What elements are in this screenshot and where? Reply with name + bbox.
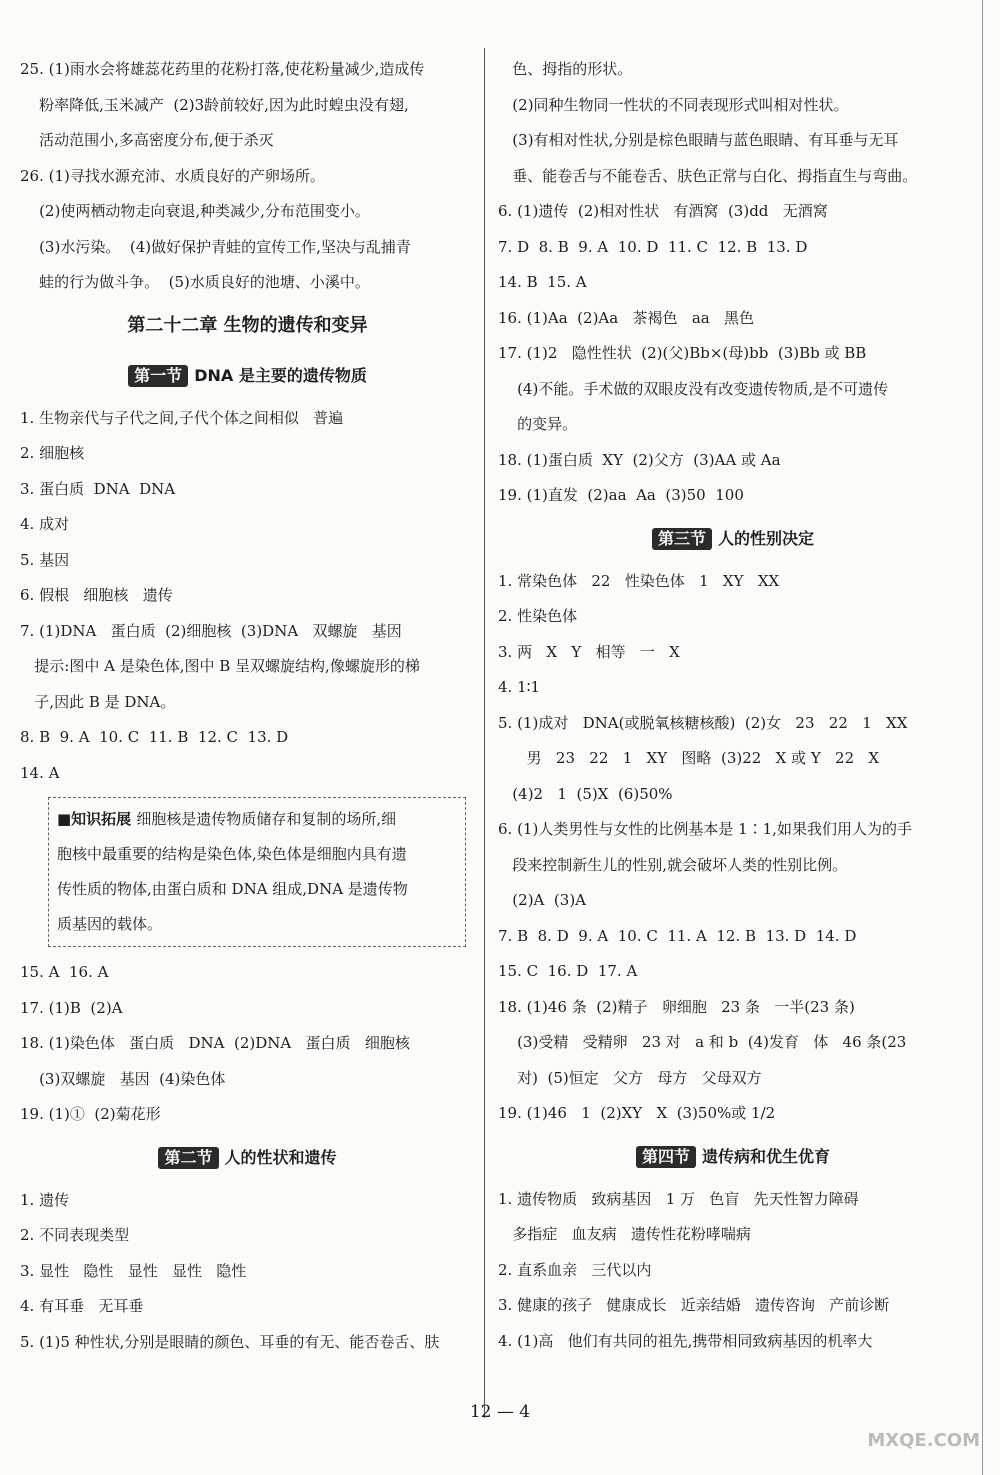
answer-line: 18. (1)染色体 蛋白质 DNA (2)DNA 蛋白质 细胞核 xyxy=(20,1034,410,1052)
answer-line: 色、拇指的形状。 xyxy=(498,60,633,78)
section-title: 人的性状和遗传 xyxy=(224,1147,337,1167)
answer-line: ■知识拓展 细胞核是遗传物质储存和复制的场所,细 xyxy=(57,810,397,828)
answer-line: 14. A xyxy=(20,763,60,782)
answers-block xyxy=(498,564,968,1132)
answer-line: 15. A 16. A xyxy=(20,963,109,981)
answer-line: 4. (1)高 他们有共同的祖先,携带相同致病基因的机率大 xyxy=(498,1331,873,1350)
answer-line: (2)同种生物同一性状的不同表现形式叫相对性状。 xyxy=(498,95,849,114)
answer-line: 16. (1)Aa (2)Aa 茶褐色 aa 黑色 xyxy=(498,308,755,327)
answers-block xyxy=(20,1183,475,1361)
section-badge: 第二节 xyxy=(158,1147,218,1169)
answers-block xyxy=(498,1182,968,1360)
answer-line: (3)有相对性状,分别是棕色眼睛与蓝色眼睛、有耳垂与无耳 xyxy=(498,131,899,149)
answer-line: 质基因的载体。 xyxy=(57,915,163,933)
answer-line: 1. 生物亲代与子代之间,子代个体之间相似 普遍 xyxy=(20,408,344,427)
answers-block xyxy=(498,52,968,514)
answer-line: 18. (1)46 条 (2)精子 卵细胞 23 条 一半(23 条) xyxy=(498,997,855,1016)
answers-block xyxy=(20,52,475,301)
answer-line: 2. 性染色体 xyxy=(498,607,578,625)
answer-line: 3. 蛋白质 DNA DNA xyxy=(20,479,176,498)
answer-line: 3. 两 X Y 相等 一 X xyxy=(498,642,680,661)
answer-line: 对) (5)恒定 父方 母方 父母双方 xyxy=(498,1068,762,1087)
section-heading-2 xyxy=(20,1133,475,1183)
page-number: 12 — 4 xyxy=(469,1402,531,1422)
answer-line: 4. 成对 xyxy=(20,515,70,533)
left-column xyxy=(20,52,475,1360)
answer-line: (2)A (3)A xyxy=(498,891,587,909)
answer-line: 7. (1)DNA 蛋白质 (2)细胞核 (3)DNA 双螺旋 基因 xyxy=(20,621,402,640)
answer-line: 6. (1)遗传 (2)相对性状 有酒窝 (3)dd 无酒窝 xyxy=(498,202,828,220)
answer-line: 1. 遗传 xyxy=(20,1190,70,1209)
answer-line: 3. 健康的孩子 健康成长 近亲结婚 遗传咨询 产前诊断 xyxy=(498,1296,890,1314)
answer-line: 5. 基因 xyxy=(20,550,70,569)
answer-line: 18. (1)蛋白质 XY (2)父方 (3)AA 或 Aa xyxy=(498,450,781,469)
section-heading-3 xyxy=(498,514,968,564)
section-title: 人的性别决定 xyxy=(718,528,815,548)
answer-line: 14. B 15. A xyxy=(498,273,587,291)
answer-line: 6. (1)人类男性与女性的比例基本是 1∶1,如果我们用人为的手 xyxy=(498,820,912,838)
answer-line: 17. (1)2 隐性性状 (2)(父)Bb×(母)bb (3)Bb 或 BB xyxy=(498,344,867,362)
answer-line: 19. (1)① (2)菊花形 xyxy=(20,1105,161,1123)
answer-line: 提示:图中 A 是染色体,图中 B 呈双螺旋结构,像螺旋形的梯 xyxy=(20,657,420,675)
answer-line: 5. (1)成对 DNA(或脱氧核糖核酸) (2)女 23 22 1 XX xyxy=(498,713,908,732)
answer-line: 段来控制新生儿的性别,就会破坏人类的性别比例。 xyxy=(498,855,848,874)
section-heading-4 xyxy=(498,1132,968,1182)
answer-line: 19. (1)直发 (2)aa Aa (3)50 100 xyxy=(498,486,744,504)
answer-line: (2)使两栖动物走向衰退,种类减少,分布范围变小。 xyxy=(20,202,370,220)
answer-line: (3)水污染。 (4)做好保护青蛙的宣传工作,坚决与乱捕青 xyxy=(20,237,411,256)
answers-block xyxy=(20,401,475,792)
answer-line: 男 23 22 1 XY 图略 (3)22 X 或 Y 22 X xyxy=(498,749,880,767)
answer-line: 25. (1)雨水会将雄蕊花药里的花粉打落,使花粉量减少,造成传 xyxy=(20,60,425,78)
answer-line: 8. B 9. A 10. C 11. B 12. C 13. D xyxy=(20,728,289,746)
page-edge-line xyxy=(982,0,983,1475)
answer-line: 26. (1)寻找水源充沛、水质良好的产卵场所。 xyxy=(20,166,325,185)
answer-line: 子,因此 B 是 DNA。 xyxy=(20,692,176,711)
answer-line: 17. (1)B (2)A xyxy=(20,998,123,1017)
answer-line: 4. 1∶1 xyxy=(498,678,541,696)
answer-line: (3)双螺旋 基因 (4)染色体 xyxy=(20,1069,226,1088)
right-column xyxy=(498,52,968,1359)
answer-line: 传性质的物体,由蛋白质和 DNA 组成,DNA 是遗传物 xyxy=(57,880,408,898)
answer-line: 19. (1)46 1 (2)XY X (3)50%或 1/2 xyxy=(498,1104,776,1122)
answer-line: 胞核中最重要的结构是染色体,染色体是细胞内具有遗 xyxy=(57,845,407,863)
answer-line: 粉率降低,玉米减产 (2)3龄前较好,因为此时蝗虫没有翅, xyxy=(20,95,409,114)
section-heading-1 xyxy=(20,351,475,401)
answer-line: (3)受精 受精卵 23 对 a 和 b (4)发育 体 46 条(23 xyxy=(498,1033,907,1051)
answer-line: 3. 显性 隐性 显性 显性 隐性 xyxy=(20,1261,247,1280)
answer-line: 2. 细胞核 xyxy=(20,444,85,462)
answer-line: 7. B 8. D 9. A 10. C 11. A 12. B 13. D 14. D xyxy=(498,926,857,945)
knowledge-box xyxy=(48,797,466,947)
answer-line: 1. 常染色体 22 性染色体 1 XY XX xyxy=(498,571,780,590)
answer-line: 5. (1)5 种性状,分别是眼睛的颜色、耳垂的有无、能否卷舌、肤 xyxy=(20,1332,440,1351)
answer-line: 蛙的行为做斗争。 (5)水质良好的池塘、小溪中。 xyxy=(20,273,370,291)
answer-line: 1. 遗传物质 致病基因 1 万 色盲 先天性智力障碍 xyxy=(498,1189,859,1208)
answer-line: 15. C 16. D 17. A xyxy=(498,962,638,980)
answer-line: (4)不能。手术做的双眼皮没有改变遗传物质,是不可遗传 xyxy=(498,379,889,398)
section-title: 遗传病和优生优育 xyxy=(702,1146,831,1166)
knowledge-label: ■知识拓展 xyxy=(57,810,137,828)
answer-line: 7. D 8. B 9. A 10. D 11. C 12. B 13. D xyxy=(498,237,808,256)
chapter-title: 第二十二章 生物的遗传和变异 xyxy=(127,314,368,336)
answers-block xyxy=(20,955,475,1133)
column-divider xyxy=(484,48,485,1418)
section-badge: 第一节 xyxy=(128,365,188,387)
answer-line: 的变异。 xyxy=(498,415,578,433)
answer-line: 6. 假根 细胞核 遗传 xyxy=(20,586,173,604)
answer-line: 2. 直系血亲 三代以内 xyxy=(498,1260,652,1279)
answer-line: 垂、能卷舌与不能卷舌、肤色正常与白化、拇指直生与弯曲。 xyxy=(498,166,918,185)
section-badge: 第四节 xyxy=(636,1146,696,1168)
answer-line: (4)2 1 (5)X (6)50% xyxy=(498,784,673,803)
answer-line: 2. 不同表现类型 xyxy=(20,1226,130,1244)
watermark: MXQE.COM xyxy=(867,1430,980,1451)
answer-line: 4. 有耳垂 无耳垂 xyxy=(20,1297,144,1315)
answer-line: 多指症 血友病 遗传性花粉哮喘病 xyxy=(498,1225,751,1243)
answer-line: 活动范围小,多高密度分布,便于杀灭 xyxy=(20,131,274,149)
section-title: DNA 是主要的遗传物质 xyxy=(194,365,367,385)
knowledge-text xyxy=(57,802,457,942)
section-badge: 第三节 xyxy=(652,528,712,550)
